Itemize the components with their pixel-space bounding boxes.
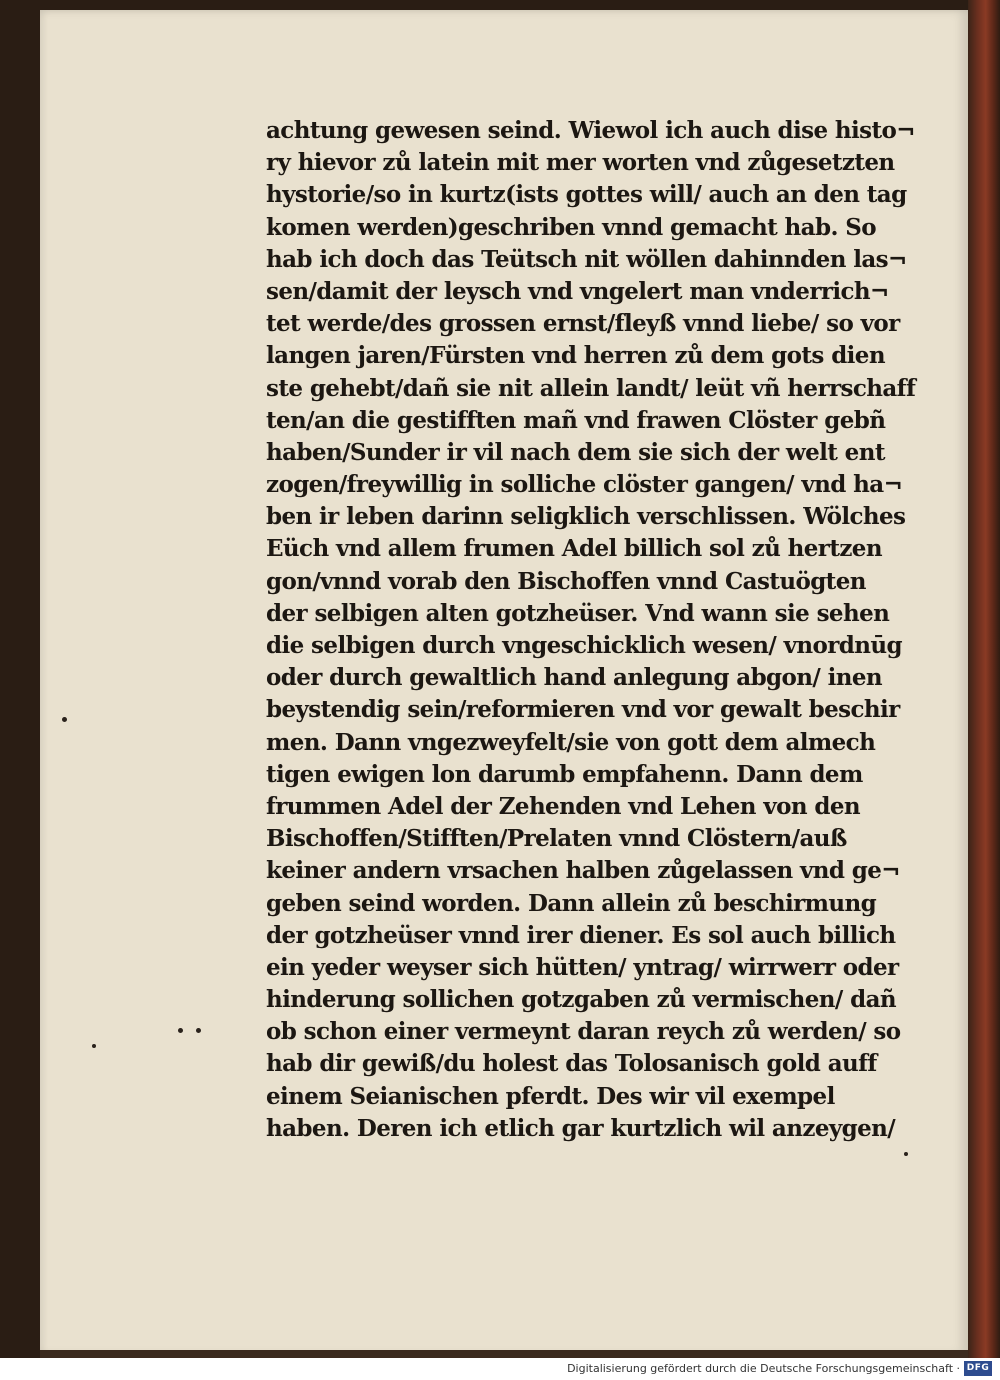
text-line-9: ste gehebt/dañ sie nit allein landt/ leüt vñ herrschaff (266, 374, 916, 402)
text-line-26: der gotzheüser vnnd irer diener. Es sol auch billich (266, 921, 896, 949)
text-line-29: ob schon einer vermeynt daran reych zů werden/ so (266, 1018, 901, 1046)
text-line-18: oder durch gewaltlich hand anlegung abgon/ inen (266, 664, 883, 692)
text-line-25: geben seind worden. Dann allein zů beschirmung (266, 889, 877, 917)
dfg-logo: DFG (964, 1361, 992, 1376)
text-line-16: der selbigen alten gotzheüser. Vnd wann sie sehen (266, 599, 890, 627)
text-line-4: komen werden)geschriben vnnd gemacht hab. So (266, 213, 877, 241)
text-line-19: beystendig sein/reformieren vnd vor gewalt beschir (266, 696, 900, 724)
margin-mark (62, 717, 67, 722)
text-line-31: einem Seianischen pferdt. Des wir vil exempel (266, 1082, 835, 1110)
text-line-17: die selbigen durch vngeschicklich wesen/ vnordnūg (266, 632, 902, 659)
text-line-1: achtung gewesen seind. Wiewol ich auch dise histo¬ (266, 117, 915, 144)
text-line-11: haben/Sunder ir vil nach dem sie sich der welt ent (266, 438, 885, 466)
text-line-20: men. Dann vngezweyfelt/sie von gott dem almech (266, 728, 876, 756)
text-line-2: ry hievor zů latein mit mer worten vnd zůgesetzten (266, 149, 895, 177)
text-line-6: sen/damit der leysch vnd vngelert man vnderrich¬ (266, 277, 889, 305)
text-line-7: tet werde/des grossen ernst/fleyß vnnd liebe/ so vor (266, 310, 900, 338)
margin-mark (178, 1028, 183, 1033)
funding-credit: Digitalisierung gefördert durch die Deutsche Forschungsgemeinschaft · (567, 1362, 960, 1375)
text-line-14: Eüch vnd allem frumen Adel billich sol zů hertzen (266, 535, 882, 563)
text-line-22: frummen Adel der Zehenden vnd Lehen von den (266, 792, 860, 820)
margin-mark (92, 1044, 96, 1048)
margin-mark (196, 1028, 201, 1033)
text-line-27: ein yeder weyser sich hütten/ yntrag/ wirrwerr oder (266, 953, 899, 981)
book-edge-bottom (40, 1350, 968, 1358)
margin-mark (904, 1152, 908, 1156)
text-line-23: Bischoffen/Stifften/Prelaten vnnd Clöstern/auß (266, 825, 847, 853)
text-line-12: zogen/freywillig in solliche clöster gangen/ vnd ha¬ (266, 471, 903, 499)
text-line-15: gon/vnnd vorab den Bischoffen vnnd Castuögten (266, 567, 866, 595)
text-line-32: haben. Deren ich etlich gar kurtzlich wil anzeygen/ (266, 1114, 896, 1142)
page-text (266, 115, 916, 1145)
footer-bar (0, 1358, 1000, 1380)
text-line-28: hinderung sollichen gotzgaben zů vermischen/ dañ (266, 986, 897, 1014)
text-line-30: hab dir gewiß/du holest das Tolosanisch gold auff (266, 1050, 877, 1078)
text-line-8: langen jaren/Fürsten vnd herren zů dem gots dien (266, 342, 885, 370)
text-line-10: ten/an die gestifften mañ vnd frawen Clöster gebñ (266, 406, 886, 434)
text-line-3: hystorie/so in kurtz(ists gottes will/ auch an den tag (266, 181, 907, 209)
text-line-21: tigen ewigen lon darumb empfahenn. Dann dem (266, 760, 863, 788)
text-line-13: ben ir leben darinn seligklich verschlissen. Wölches (266, 503, 906, 531)
text-line-5: hab ich doch das Teütsch nit wöllen dahinnden las¬ (266, 245, 907, 273)
text-line-24: keiner andern vrsachen halben zůgelassen vnd ge¬ (266, 857, 900, 885)
book-edge-right (968, 0, 1000, 1358)
